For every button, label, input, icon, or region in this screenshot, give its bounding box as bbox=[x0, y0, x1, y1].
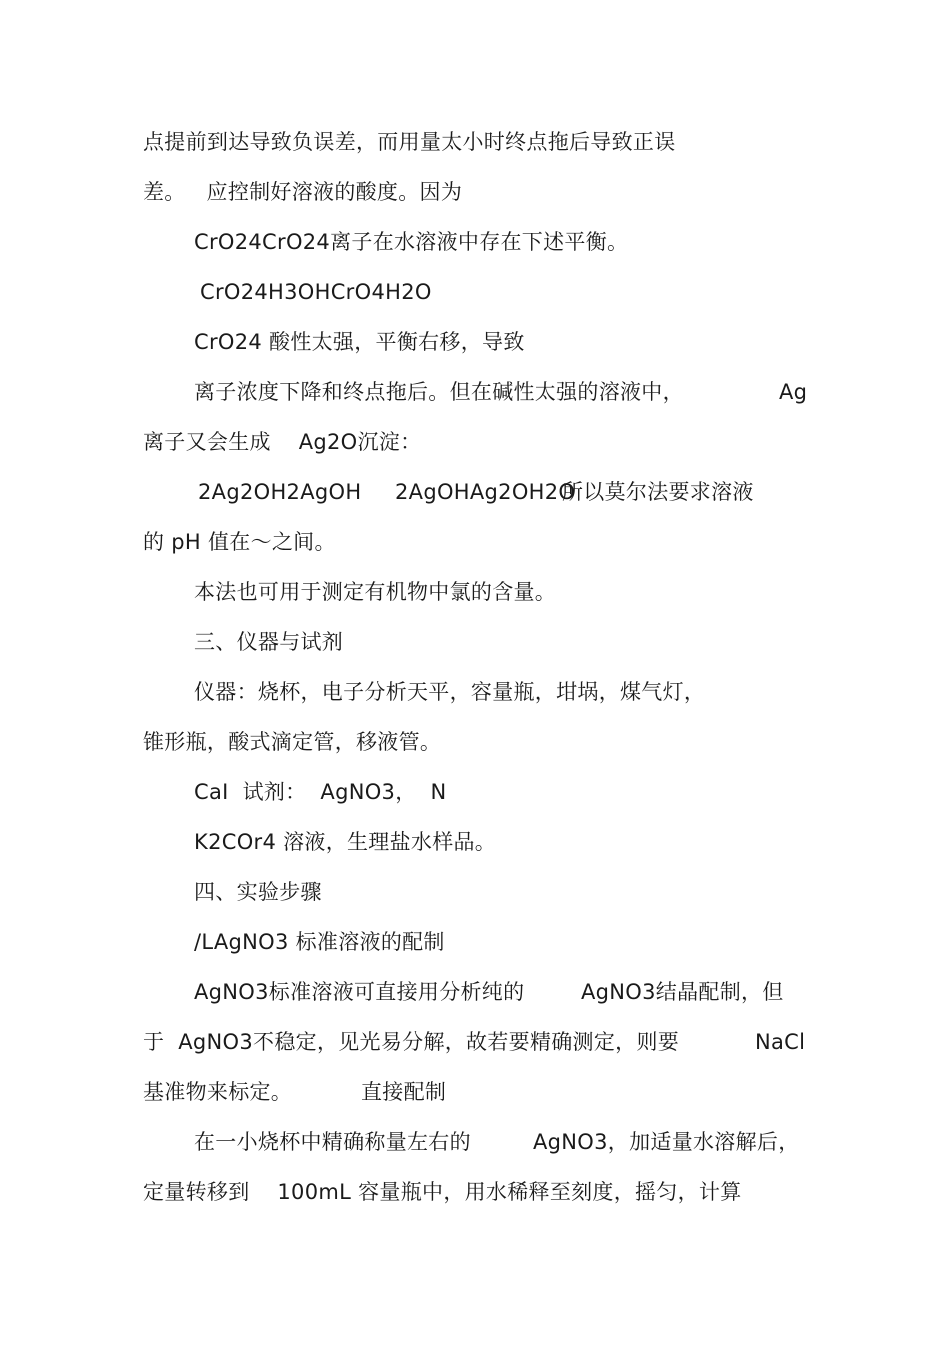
equation-line: 2AgOHAg2OH2O bbox=[395, 480, 576, 504]
text-line: AgNO3结晶配制，但 bbox=[581, 980, 784, 1004]
equation-line: 2Ag2OH2AgOH bbox=[198, 480, 362, 504]
text-line: 直接配制 bbox=[361, 1080, 447, 1104]
text-line: 锥形瓶，酸式滴定管，移液管。 bbox=[143, 730, 442, 754]
text-line: 仪器：烧杯，电子分析天平，容量瓶，坩埚，煤气灯， bbox=[194, 680, 706, 704]
text-line: 点提前到达导致负误差，而用量太小时终点拖后导致正误 bbox=[143, 130, 676, 154]
text-line: 于 AgNO3不稳定，见光易分解，故若要精确测定，则要 bbox=[143, 1030, 680, 1054]
text-line: /LAgNO3 标准溶液的配制 bbox=[194, 930, 445, 954]
text-line: 所以莫尔法要求溶液 bbox=[562, 480, 754, 504]
section-heading: 四、实验步骤 bbox=[194, 880, 322, 904]
text-line: CaI 试剂： AgNO3， N bbox=[194, 780, 447, 804]
text-line: 本法也可用于测定有机物中氯的含量。 bbox=[194, 580, 557, 604]
section-heading: 三、仪器与试剂 bbox=[194, 630, 344, 654]
text-line: AgNO3标准溶液可直接用分析纯的 bbox=[194, 980, 525, 1004]
text-line: Ag bbox=[779, 380, 808, 404]
text-line: NaCl bbox=[755, 1030, 806, 1054]
text-line: CrO24 酸性太强，平衡右移，导致 bbox=[194, 330, 525, 354]
text-line: 基准物来标定。 bbox=[143, 1080, 293, 1104]
text-line: 的 pH 值在～之间。 bbox=[143, 530, 336, 554]
text-line: CrO24H3OHCrO4H2O bbox=[200, 280, 432, 304]
text-line: K2COr4 溶液，生理盐水样品。 bbox=[194, 830, 497, 854]
text-line: 离子浓度下降和终点拖后。但在碱性太强的溶液中， bbox=[194, 380, 684, 404]
text-line: CrO24CrO24离子在水溶液中存在下述平衡。 bbox=[194, 230, 629, 254]
text-line: AgNO3，加适量水溶解后， bbox=[533, 1130, 800, 1154]
text-line: 差。 应控制好溶液的酸度。因为 bbox=[143, 180, 463, 204]
text-line: 定量转移到 100mL 容量瓶中，用水稀释至刻度，摇匀，计算 bbox=[143, 1180, 742, 1204]
text-line: 在一小烧杯中精确称量左右的 bbox=[194, 1130, 471, 1154]
text-line: 离子又会生成 Ag2O沉淀： bbox=[143, 430, 422, 454]
